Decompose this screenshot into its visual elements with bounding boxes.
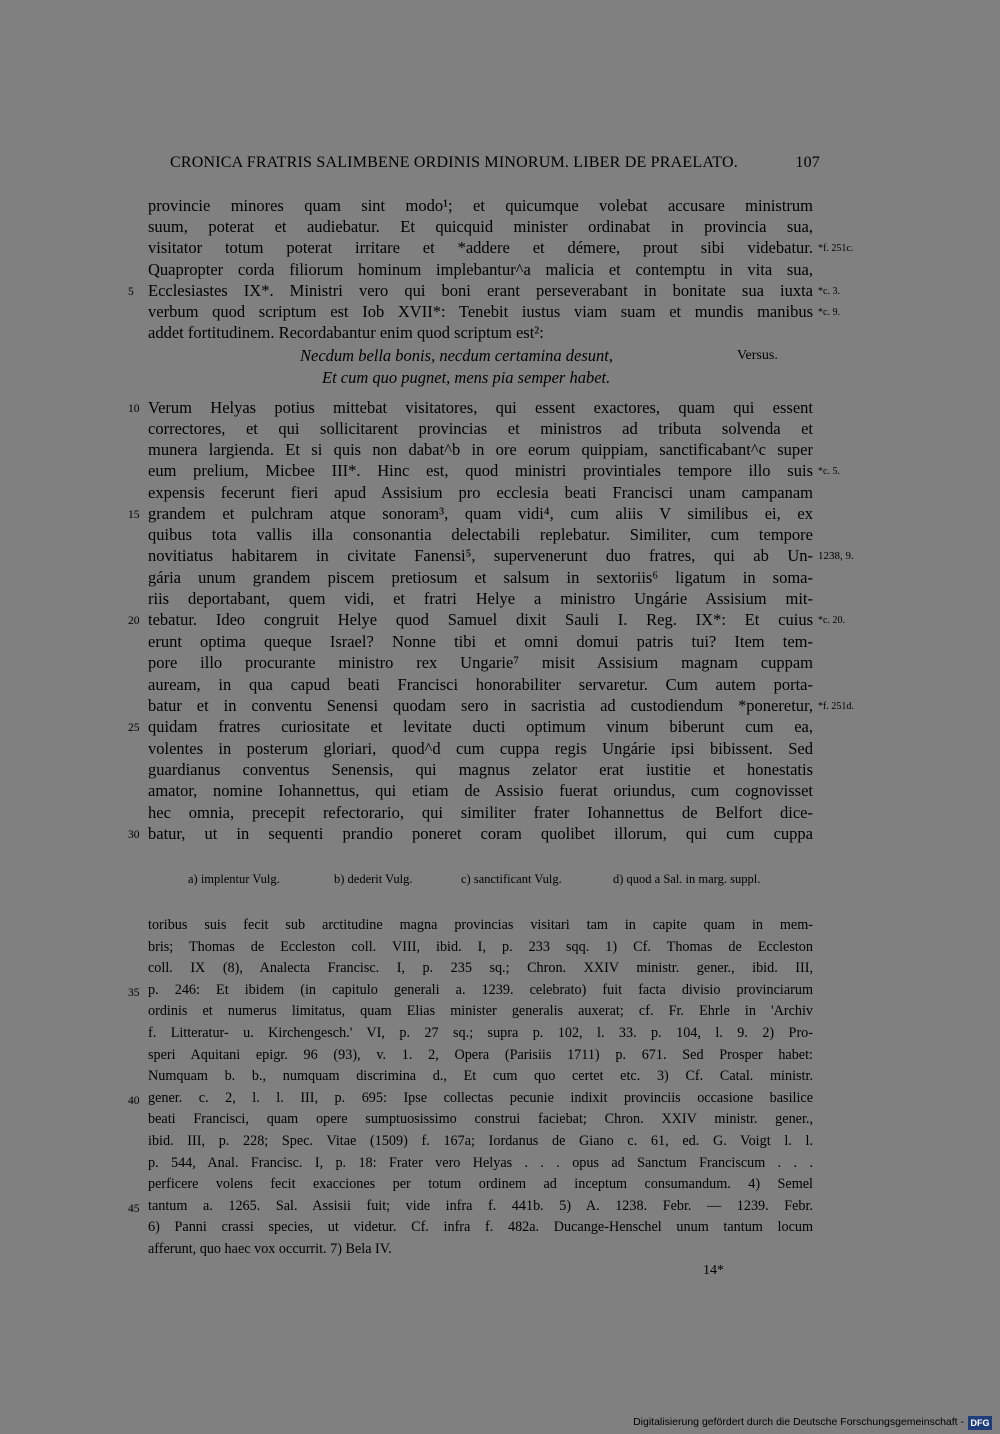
footnote-line: ordinis et numerus limitatus, quam Elias minister generalis auxerat; cf. Fr. Ehrle in 'Archiv	[148, 1003, 813, 1019]
text-line: correctores, et qui sollicitarent provincias et ministros ad tributa solvenda et	[148, 419, 813, 438]
text-line: Quapropter corda filiorum hominum implebantur^a malicia et contemptu in vita sua,	[148, 260, 813, 279]
footnote-line: 6) Panni crassi species, ut videtur. Cf. infra f. 482a. Ducange-Henschel unum tantum locum	[148, 1219, 813, 1235]
text-line: quibus tota vallis illa consonantia delectabili replebatur. Similiter, cum tempore	[148, 525, 813, 544]
margin-note: 1238, 9.	[818, 550, 854, 562]
text-line: addet fortitudinem. Recordabantur enim quod scriptum est²:	[148, 323, 544, 342]
footnote-line: coll. IX (8), Analecta Francisc. I, p. 235 sq.; Chron. XXIV ministr. gener., ibid. III,	[148, 960, 813, 976]
text-line: auream, in qua capud beati Francisci honorabiliter servaretur. Cum autem porta-	[148, 675, 813, 694]
apparatus-note: c) sanctificant Vulg.	[461, 872, 562, 886]
text-line: munera largienda. Et si quis non dabat^b in ore eorum quippiam, sanctificabant^c super	[148, 440, 813, 459]
margin-note: *f. 251d.	[818, 701, 854, 712]
text-line: volentes in posterum gloriari, quod^d cum cuppa regis Ungárie ipsi bibissent. Sed	[148, 739, 813, 758]
line-number: 10	[128, 403, 140, 415]
footnote-line: p. 544, Anal. Francisc. I, p. 18: Frater vero Helyas . . . opus ad Sanctum Franciscum . . .	[148, 1155, 813, 1171]
signature-mark: 14*	[703, 1263, 724, 1278]
footer-text: Digitalisierung gefördert durch die Deutsche Forschungsgemeinschaft -	[633, 1416, 964, 1428]
line-number: 5	[128, 286, 134, 298]
margin-note: *c. 3.	[818, 286, 840, 297]
header-title: CRONICA FRATRIS SALIMBENE ORDINIS MINORUM. LIBER DE PRAELATO.	[170, 154, 738, 171]
apparatus-note: d) quod a Sal. in marg. suppl.	[613, 872, 761, 886]
line-number: 40	[128, 1095, 140, 1107]
text-line: eum prelium, Micbee III*. Hinc est, quod ministri provintiales tempore illo suis	[148, 461, 813, 480]
margin-note: *c. 20.	[818, 615, 845, 626]
footnote-line: f. Litteratur- u. Kirchengesch.' VI, p. 27 sq.; supra p. 102, l. 33. p. 104, l. 9. 2) Pro-	[148, 1025, 813, 1041]
line-number: 35	[128, 987, 140, 999]
page-number: 107	[795, 154, 820, 171]
text-line: riis deportabant, quem vidi, et fratri Helye a ministro Ungárie Assisium mit-	[148, 589, 813, 608]
footnote-line: perficere volens fecit exacciones per totum ordinem ad inceptum consumandum. 4) Semel	[148, 1176, 813, 1192]
text-line: Verum Helyas potius mittebat visitatores, qui essent exactores, quam qui essent	[148, 398, 813, 417]
text-line: provincie minores quam sint modo¹; et quicumque volebat accusare ministrum	[148, 196, 813, 215]
footnote-line: bris; Thomas de Eccleston coll. VIII, ibid. I, p. 233 sqq. 1) Cf. Thomas de Eccleston	[148, 939, 813, 955]
verse-line: Et cum quo pugnet, mens pia semper habet.	[322, 368, 611, 387]
text-line: tebatur. Ideo congruit Helye quod Samuel dixit Sauli I. Reg. IX*: Et cuius	[148, 610, 813, 629]
dfg-logo[interactable]: DFG	[968, 1416, 992, 1430]
text-line: guardianus conventus Senensis, qui magnus zelator erat iustitie et honestatis	[148, 760, 813, 779]
footnote-line: beati Francisci, quam opere sumptuosissimo construi faciebat; Chron. XXIV ministr. gener.,	[148, 1111, 813, 1127]
text-line: gária unum grandem piscem pretiosum et salsum in sextoriis⁶ ligatum in soma-	[148, 568, 813, 587]
text-line: expensis fecerunt fieri apud Assisium pro ecclesia beati Francisci unam campanam	[148, 483, 813, 502]
footnote-line: ibid. III, p. 228; Spec. Vitae (1509) f. 167a; Iordanus de Giano c. 61, ed. G. Voigt l. l.	[148, 1133, 813, 1149]
margin-note: *c. 5.	[818, 466, 840, 477]
text-line: amator, nomine Iohannettus, qui etiam de Assisio fuerat oriundus, cum cognovisset	[148, 781, 813, 800]
line-number: 45	[128, 1203, 140, 1215]
text-line: batur et in conventu Senensi quodam sero in sacristia ad custodiendum *poneretur,	[148, 696, 813, 715]
footnote-line: Numquam b. b., numquam discrimina d., Et cum quo certet etc. 3) Cf. Catal. ministr.	[148, 1068, 813, 1084]
margin-note: *f. 251c.	[818, 243, 854, 254]
footnote-line: toribus suis fecit sub arctitudine magna provincias visitari tam in capite quam in mem-	[148, 917, 813, 933]
text-line: erunt optima queque Israel? Nonne tibi et omni domui patris tui? Item tem-	[148, 632, 813, 651]
text-line: novitiatus habitarem in civitate Fanensi⁵, supervenerunt duo fratres, qui ab Un-	[148, 546, 813, 565]
text-line: pore illo procurante ministro rex Ungarie⁷ misit Assisium magnam cuppam	[148, 653, 813, 672]
text-line: grandem et pulchram atque sonoram³, quam vidi⁴, cum aliis V similibus ei, ex	[148, 504, 813, 523]
verse-line: Necdum bella bonis, necdum certamina desunt,	[300, 346, 613, 365]
text-line: suum, poterat et audiebatur. Et quicquid minister ordinabat in provincia sua,	[148, 217, 813, 236]
line-number: 15	[128, 509, 140, 521]
apparatus-note: a) implentur Vulg.	[188, 872, 280, 886]
footnote-line: speri Aquitani epigr. 96 (93), v. 1. 2, Opera (Parisiis 1711) p. 671. Sed Prosper habet:	[148, 1047, 813, 1063]
text-line: visitator totum poterat irritare et *addere et démere, prout sibi videbatur.	[148, 238, 813, 257]
running-header	[170, 154, 820, 172]
verse-label: Versus.	[737, 348, 778, 363]
line-number: 25	[128, 722, 140, 734]
text-line: batur, ut in sequenti prandio poneret coram quolibet illorum, qui cum cuppa	[148, 824, 813, 843]
footnote-line: afferunt, quo haec vox occurrit. 7) Bela IV.	[148, 1241, 392, 1257]
text-line: quidam fratres curiositate et levitate ducti optimum vinum biberunt cum ea,	[148, 717, 813, 736]
apparatus-note: b) dederit Vulg.	[334, 872, 413, 886]
digitization-footer	[0, 1414, 1000, 1434]
line-number: 20	[128, 615, 140, 627]
margin-note: *c. 9.	[818, 307, 840, 318]
text-line: Ecclesiastes IX*. Ministri vero qui boni erant perseverabant in bonitate sua iuxta	[148, 281, 813, 300]
line-number: 30	[128, 829, 140, 841]
footnote-line: p. 246: Et ibidem (in capitulo generali a. 1239. celebrato) fuit facta divisio provinciarum	[148, 982, 813, 998]
footnote-line: gener. c. 2, l. l. III, p. 695: Ipse collectas pecunie indixit provinciis occasione basilice	[148, 1090, 813, 1106]
footnote-line: tantum a. 1265. Sal. Assisii fuit; vide infra f. 441b. 5) A. 1238. Febr. — 1239. Febr.	[148, 1198, 813, 1214]
text-line: verbum quod scriptum est Iob XVII*: Tenebit iustus viam suam et mundis manibus	[148, 302, 813, 321]
text-line: hec omnia, precepit refectorario, qui similiter frater Iohannettus de Belfort dice-	[148, 803, 813, 822]
